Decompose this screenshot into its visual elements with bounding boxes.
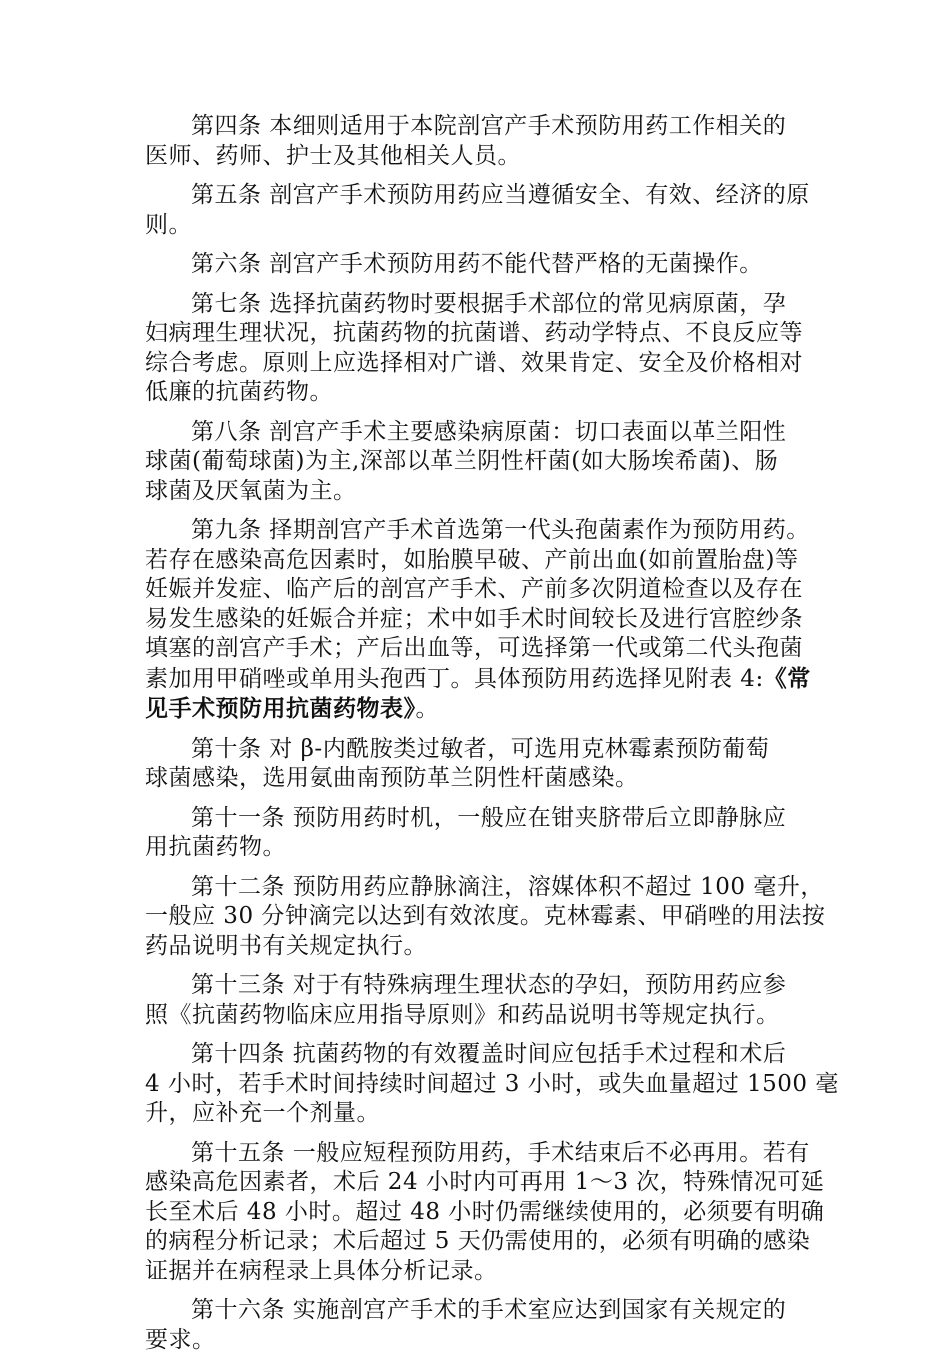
text-line: 长至术后 48 小时。超过 48 小时仍需继续使用的，必须要有明确 [145, 1198, 825, 1225]
article-5 [145, 181, 815, 240]
text-line [145, 694, 815, 725]
table-reference-bold: 《常 [763, 664, 811, 692]
text-line: 第七条 选择抗菌药物时要根据手术部位的常见病原菌，孕 [191, 290, 787, 317]
article-11 [145, 804, 815, 863]
text-line: 妇病理生理状况，抗菌药物的抗菌谱、药动学特点、不良反应等 [145, 320, 803, 346]
article-7 [145, 290, 815, 408]
article-13 [145, 971, 815, 1030]
text-line: 医师、药师、护士及其他相关人员。 [145, 142, 521, 169]
text-line [145, 664, 815, 695]
article-15 [145, 1139, 825, 1287]
article-16 [145, 1296, 815, 1355]
text-line: 妊娠并发症、临产后的剖宫产手术、产前多次阴道检查以及存在 [145, 576, 803, 602]
text-line: 第九条 择期剖宫产手术首选第一代头孢菌素作为预防用药。 [191, 517, 810, 543]
text-line: 第十五条 一般应短程预防用药，手术结束后不必再用。若有 [191, 1139, 810, 1166]
text-line: 感染高危因素者，术后 24 小时内可再用 1～3 次，特殊情况可延 [145, 1169, 825, 1195]
text-line: 综合考虑。原则上应选择相对广谱、效果肯定、安全及价格相对 [145, 349, 803, 376]
text-line: 球菌(葡萄球菌)为主,深部以革兰阴性杆菌(如大肠埃希菌)、肠 [145, 448, 779, 474]
text-line: 第十条 对 β-内酰胺类过敏者，可选用克林霉素预防葡萄 [191, 735, 770, 762]
text-line: 第四条 本细则适用于本院剖宫产手术预防用药工作相关的 [191, 113, 787, 139]
text-line-segment: 素加用甲硝唑或单用头孢西丁。具体预防用药选择见附表 4: [145, 665, 764, 692]
text-line: 证据并在病程录上具体分析记录。 [145, 1257, 498, 1284]
text-line: 用抗菌药物。 [145, 834, 286, 860]
article-6 [145, 250, 815, 280]
text-line: 第十六条 实施剖宫产手术的手术室应达到国家有关规定的 [191, 1297, 787, 1323]
text-line: 药品说明书有关规定执行。 [145, 932, 427, 959]
article-4 [145, 112, 815, 171]
text-line: 要求。 [145, 1326, 216, 1353]
text-line: 一般应 30 分钟滴完以达到有效浓度。克林霉素、甲硝唑的用法按 [145, 903, 826, 929]
text-line: 的病程分析记录；术后超过 5 天仍需使用的，必须有明确的感染 [145, 1228, 811, 1254]
text-line: 第十一条 预防用药时机，一般应在钳夹脐带后立即静脉应 [191, 804, 787, 831]
text-line: 易发生感染的妊娠合并症；术中如手术时间较长及进行宫腔纱条 [145, 605, 803, 632]
article-12 [145, 873, 826, 962]
table-reference-bold: 见手术预防用抗菌药物表》 [145, 695, 416, 722]
text-line: 升，应补充一个剂量。 [145, 1100, 380, 1126]
text-line: 照《抗菌药物临床应用指导原则》和药品说明书等规定执行。 [145, 1001, 780, 1028]
article-9 [145, 516, 815, 725]
text-line: 填塞的剖宫产手术；产后出血等，可选择第一代或第二代头孢菌 [145, 635, 803, 661]
text-line: 则。 [145, 211, 192, 238]
text-line: 4 小时，若手术时间持续时间超过 3 小时，或失血量超过 1500 毫 [145, 1070, 839, 1097]
article-14 [145, 1040, 839, 1129]
text-line: 第十四条 抗菌药物的有效覆盖时间应包括手术过程和术后 [191, 1041, 787, 1067]
document-page [145, 112, 839, 1365]
text-line: 第六条 剖宫产手术预防用药不能代替严格的无菌操作。 [191, 251, 763, 277]
text-line: 球菌及厌氧菌为主。 [145, 477, 357, 504]
text-line: 第十三条 对于有特殊病理生理状态的孕妇，预防用药应参 [191, 972, 787, 998]
text-line: 球菌感染，选用氨曲南预防革兰阴性杆菌感染。 [145, 765, 639, 791]
article-10 [145, 735, 815, 794]
text-line: 低廉的抗菌药物。 [145, 379, 333, 405]
article-8 [145, 418, 815, 507]
text-line: 第八条 剖宫产手术主要感染病原菌：切口表面以革兰阳性 [191, 418, 787, 445]
text-line: 若存在感染高危因素时，如胎膜早破、产前出血(如前置胎盘)等 [145, 546, 799, 573]
text-line: 第五条 剖宫产手术预防用药应当遵循安全、有效、经济的原 [191, 182, 810, 208]
text-line-segment: 。 [415, 696, 439, 722]
text-line: 第十二条 预防用药应静脉滴注，溶媒体积不超过 100 毫升， [191, 873, 824, 900]
